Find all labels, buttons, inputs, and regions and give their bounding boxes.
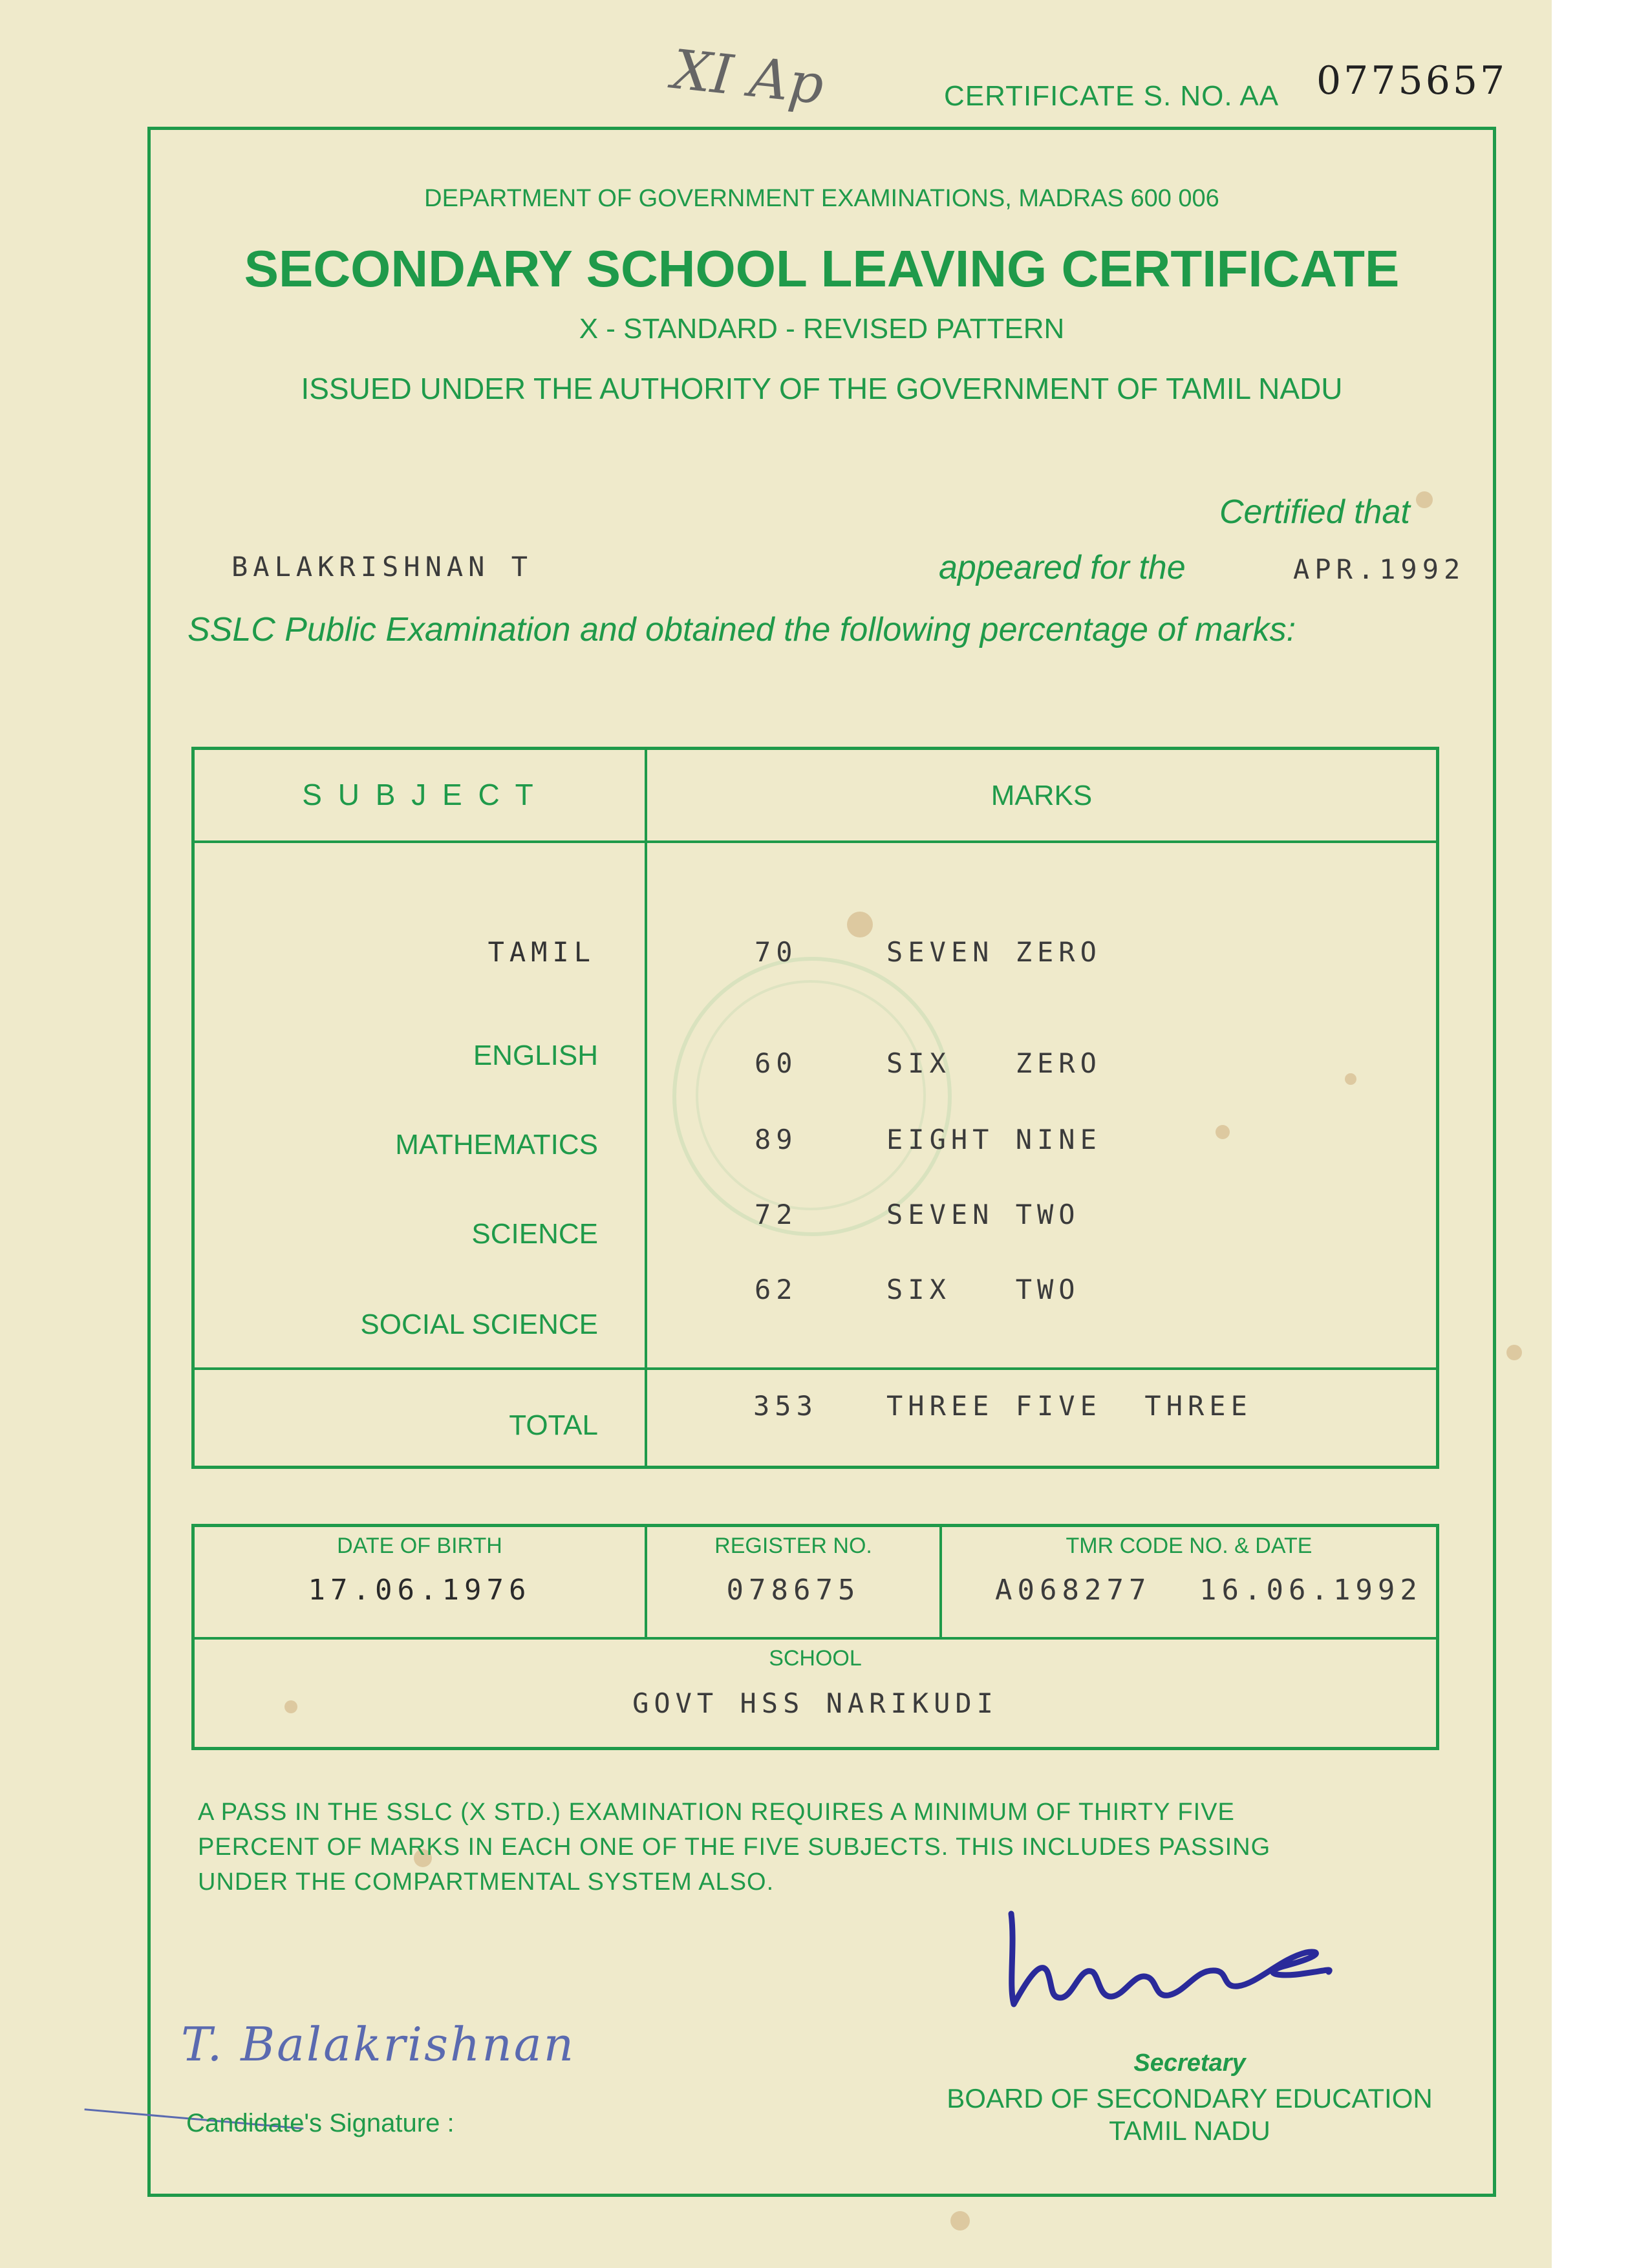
subject-marks-words: SIX TWO xyxy=(886,1274,1080,1305)
subject-marks-words: SEVEN ZERO xyxy=(886,936,1102,968)
certified-that-text: Certified that xyxy=(1219,493,1410,531)
dob-label: DATE OF BIRTH xyxy=(337,1534,502,1558)
footnote-line: A PASS IN THE SSLC (X STD.) EXAMINATION REQUIRES A MINIMUM OF THIRTY FIVE xyxy=(198,1799,1235,1826)
authority-line: ISSUED UNDER THE AUTHORITY OF THE GOVERNMENT OF TAMIL NADU xyxy=(301,372,1343,405)
paper-stain xyxy=(1506,1345,1522,1360)
subject-marks-words: SEVEN TWO xyxy=(886,1199,1080,1230)
subject-marks: 60 xyxy=(755,1047,798,1079)
certificate-title: SECONDARY SCHOOL LEAVING CERTIFICATE xyxy=(244,240,1400,297)
department-heading: DEPARTMENT OF GOVERNMENT EXAMINATIONS, MADRAS 600 006 xyxy=(424,185,1219,212)
secretary-title: Secretary xyxy=(1133,2049,1246,2077)
subject-name: TAMIL xyxy=(488,936,595,968)
subject-marks: 72 xyxy=(755,1199,798,1230)
total-label: TOTAL xyxy=(509,1409,598,1441)
tmr-code: A068277 xyxy=(995,1574,1152,1607)
serial-label: CERTIFICATE S. NO. AA xyxy=(944,80,1280,112)
marks-column-header: MARKS xyxy=(991,780,1093,811)
total-marks-words: THREE FIVE THREE xyxy=(886,1390,1252,1422)
board-name: BOARD OF SECONDARY EDUCATION xyxy=(947,2083,1433,2113)
subject-name: SOCIAL SCIENCE xyxy=(360,1309,598,1340)
register-label: REGISTER NO. xyxy=(714,1534,872,1558)
exam-month: APR.1992 xyxy=(1293,553,1466,585)
tmr-date: 16.06.1992 xyxy=(1199,1574,1422,1607)
table-divider xyxy=(195,840,1436,843)
candidate-handwritten-signature: T. Balakrishnan xyxy=(181,2017,576,2071)
subject-name: ENGLISH xyxy=(473,1040,598,1071)
subject-marks: 89 xyxy=(755,1124,798,1155)
secretary-signature xyxy=(1002,1901,1338,2017)
subject-marks: 70 xyxy=(755,936,798,968)
appeared-for-text: appeared for the xyxy=(939,549,1186,586)
board-state: TAMIL NADU xyxy=(1109,2115,1270,2146)
candidate-info-table xyxy=(191,1524,1439,1750)
handwritten-annotation: XI Ap xyxy=(669,37,827,116)
certificate-subtitle: X - STANDARD - REVISED PATTERN xyxy=(579,313,1065,345)
total-marks: 353 xyxy=(753,1390,818,1422)
table-divider xyxy=(195,1637,1436,1640)
subject-marks-words: EIGHT NINE xyxy=(886,1124,1102,1155)
register-value: 078675 xyxy=(726,1574,861,1607)
table-divider xyxy=(195,1367,1436,1370)
footnote-line: UNDER THE COMPARTMENTAL SYSTEM ALSO. xyxy=(198,1868,775,1896)
school-label: SCHOOL xyxy=(769,1646,862,1671)
subject-name: SCIENCE xyxy=(471,1218,598,1250)
tmr-label: TMR CODE NO. & DATE xyxy=(1066,1534,1312,1558)
serial-number: 0775657 xyxy=(1316,58,1508,103)
school-value: GOVT HSS NARIKUDI xyxy=(632,1687,998,1719)
table-divider xyxy=(645,750,647,1466)
paper-stain xyxy=(950,2211,970,2231)
subject-marks-words: SIX ZERO xyxy=(886,1047,1102,1079)
subject-name: MATHEMATICS xyxy=(395,1129,598,1161)
subject-marks: 62 xyxy=(755,1274,798,1305)
statement-line: SSLC Public Examination and obtained the following percentage of marks: xyxy=(188,611,1296,648)
candidate-signature-label: Candidate's Signature : xyxy=(186,2109,455,2137)
subject-column-header: S U B J E C T xyxy=(302,778,537,811)
dob-value: 17.06.1976 xyxy=(308,1574,531,1607)
candidate-name: BALAKRISHNAN T xyxy=(231,551,533,583)
marks-table xyxy=(191,747,1439,1469)
footnote-line: PERCENT OF MARKS IN EACH ONE OF THE FIVE SUBJECTS. THIS INCLUDES PASSING xyxy=(198,1834,1271,1861)
